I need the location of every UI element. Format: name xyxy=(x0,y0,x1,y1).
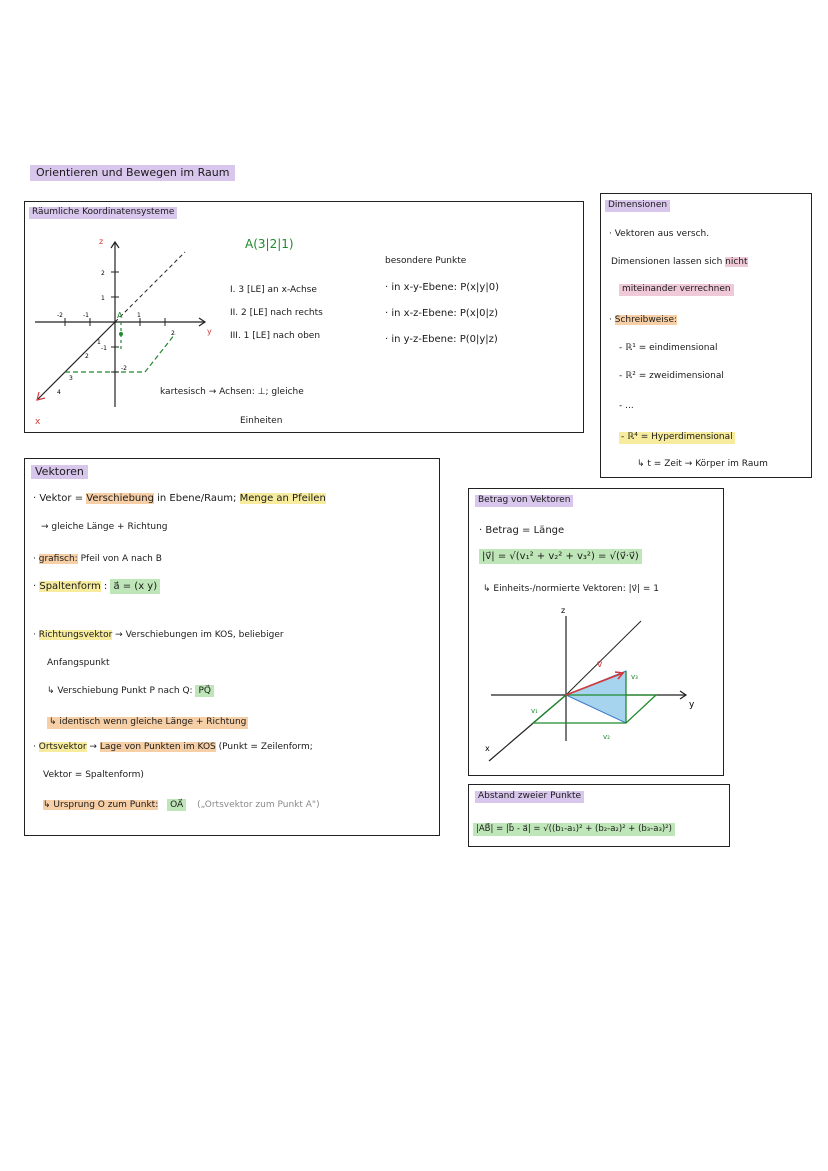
dimensionen-heading: Dimensionen xyxy=(605,200,670,212)
gleiche-laenge: → gleiche Länge + Richtung xyxy=(41,522,168,532)
betrag-formula: |v⃗| = √(v₁² + v₂² + v₃²) = √(v⃗·v⃗) xyxy=(479,549,642,564)
tick-label: -2 xyxy=(57,312,63,319)
dimensionen-box xyxy=(600,193,812,478)
tick-label: -1 xyxy=(101,345,107,352)
spaltenform-label: Spaltenform xyxy=(39,581,101,592)
step-3: III. 1 [LE] nach oben xyxy=(230,331,321,341)
grafisch-line: · grafisch: Pfeil von A nach B xyxy=(33,554,162,564)
verschiebung-pq-text: ↳ Verschiebung Punkt P nach Q: xyxy=(47,686,193,696)
vektoren-box xyxy=(24,458,440,836)
abstand-formula: |AB⃗| = |b⃗ - a⃗| = √((b₁-a₁)² + (b₂-a₂)² + (b₃-a₃)²) xyxy=(473,823,675,836)
axis-x-label: x xyxy=(35,417,41,427)
vektor-label: · Vektor = xyxy=(33,493,84,504)
anfangspunkt-text: Anfangspunkt xyxy=(47,658,110,668)
ursprung-text: ↳ Ursprung O zum Punkt: xyxy=(43,800,159,810)
vektor-definition xyxy=(33,493,326,504)
ortsvektor-label: Ortsvektor xyxy=(38,742,87,752)
richtungsvektor-label: Richtungsvektor xyxy=(38,630,113,640)
in-ebene-text: in Ebene/Raum; xyxy=(157,493,237,504)
verschiebung-pq-line xyxy=(47,687,214,697)
dim-item-3: - ... xyxy=(619,401,634,411)
step-1: I. 3 [LE] an x-Achse xyxy=(230,285,317,295)
page-title: Orientieren und Bewegen im Raum xyxy=(30,165,235,181)
tick-label: 3 xyxy=(69,375,73,382)
betrag-axis-z: z xyxy=(561,606,566,615)
coordinate-system-diagram xyxy=(25,222,225,432)
v3-label: v₃ xyxy=(631,673,638,681)
step-2: II. 2 [LE] nach rechts xyxy=(230,308,323,318)
spaltenform-line: · Spaltenform : a⃗ = (x y) xyxy=(33,581,160,592)
abstand-heading: Abstand zweier Punkte xyxy=(475,791,584,803)
tick-label: 1 xyxy=(137,312,141,319)
vektor-spaltenform-text: Vektor = Spaltenform) xyxy=(43,770,144,780)
einheitsvektor-text: ↳ Einheits-/normierte Vektoren: |v⃗| = 1 xyxy=(483,584,659,594)
richtungsvektor-rest: → Verschiebungen im KOS, beliebiger xyxy=(115,630,284,640)
v2-label: v₂ xyxy=(603,733,610,741)
koordinatensysteme-box xyxy=(24,201,584,433)
besondere-xz: · in x-z-Ebene: P(x|0|z) xyxy=(385,308,498,319)
betrag-laenge: · Betrag = Länge xyxy=(479,525,565,536)
verschiebung-text: Verschiebung xyxy=(86,493,154,504)
oa-vector: OA⃗ xyxy=(167,799,186,811)
spaltenform-colon: : xyxy=(103,581,108,592)
vector-v-label: v⃗ xyxy=(597,660,603,670)
betrag-heading: Betrag von Vektoren xyxy=(475,495,573,507)
v1-label: v₁ xyxy=(531,707,538,715)
schreibweise-text: Schreibweise: xyxy=(614,315,678,325)
vektoren-heading: Vektoren xyxy=(31,465,88,479)
besondere-yz: · in y-z-Ebene: P(0|y|z) xyxy=(385,334,498,345)
dimensionen-line1: · Vektoren aus versch. xyxy=(609,229,710,239)
besondere-xy: · in x-y-Ebene: P(x|y|0) xyxy=(385,282,499,293)
tick-label: -1 xyxy=(83,312,89,319)
dimensionen-line3: miteinander verrechnen xyxy=(619,284,734,296)
betrag-diagram xyxy=(471,601,721,771)
tick-label: 2 xyxy=(85,353,89,360)
dim-item-4: - ℝ⁴ = Hyperdimensional xyxy=(621,432,733,442)
point-a-coordinates: A(3|2|1) xyxy=(245,237,294,251)
einheiten-note: Einheiten xyxy=(240,416,283,426)
schreibweise-label: · Schreibweise: xyxy=(609,315,678,325)
richtungsvektor-line: · Richtungsvektor → Verschiebungen im KOS, beliebiger xyxy=(33,630,284,640)
koord-heading: Räumliche Koordinatensysteme xyxy=(29,207,177,219)
ursprung-line xyxy=(43,801,320,811)
tick-label: -2 xyxy=(121,365,127,372)
ortsvektor-rest: (Punkt = Zeilenform; xyxy=(218,742,313,752)
dimensionen-line2a: Dimensionen lassen sich xyxy=(611,257,723,267)
dim-item-2: - ℝ² = zweidimensional xyxy=(619,371,724,381)
ortsvektor-line: · Ortsvektor → Lage von Punkten im KOS (Punkt = Zeilenform; xyxy=(33,742,313,752)
pq-vector: PQ⃗ xyxy=(195,685,214,697)
kartesisch-note: kartesisch → Achsen: ⊥; gleiche xyxy=(160,387,304,397)
identisch-text: ↳ identisch wenn gleiche Länge + Richtung xyxy=(49,717,247,727)
tick-label: 4 xyxy=(57,389,61,396)
dimensionen-line2 xyxy=(611,258,748,268)
abstand-box xyxy=(468,784,730,847)
ortsvektor-note: („Ortsvektor zum Punkt A") xyxy=(197,800,320,810)
betrag-axis-x: x xyxy=(485,744,490,753)
tick-label: 2 xyxy=(101,270,105,277)
spaltenform-formula: a⃗ = (x y) xyxy=(110,579,160,594)
axis-z-label: z xyxy=(99,237,104,246)
betrag-box xyxy=(468,488,724,776)
tick-label: 1 xyxy=(97,339,101,346)
besondere-punkte-heading: besondere Punkte xyxy=(385,256,467,266)
ortsvektor-arrow: → xyxy=(89,742,97,752)
tick-label: 2 xyxy=(171,330,175,337)
point-a-label: A xyxy=(117,311,123,320)
betrag-axis-y: y xyxy=(689,700,695,710)
lage-text: Lage von Punkten im KOS xyxy=(99,742,216,752)
menge-text: Menge an Pfeilen xyxy=(239,493,326,504)
dimensionen-nicht: nicht xyxy=(725,257,748,267)
tick-label: 1 xyxy=(101,295,105,302)
pfeil-text: Pfeil von A nach B xyxy=(80,554,162,564)
dim-item-1: - ℝ¹ = eindimensional xyxy=(619,343,718,353)
grafisch-label: grafisch: xyxy=(38,554,78,564)
dimensionen-zeit: ↳ t = Zeit → Körper im Raum xyxy=(637,459,768,469)
axis-y-label: y xyxy=(207,327,212,336)
